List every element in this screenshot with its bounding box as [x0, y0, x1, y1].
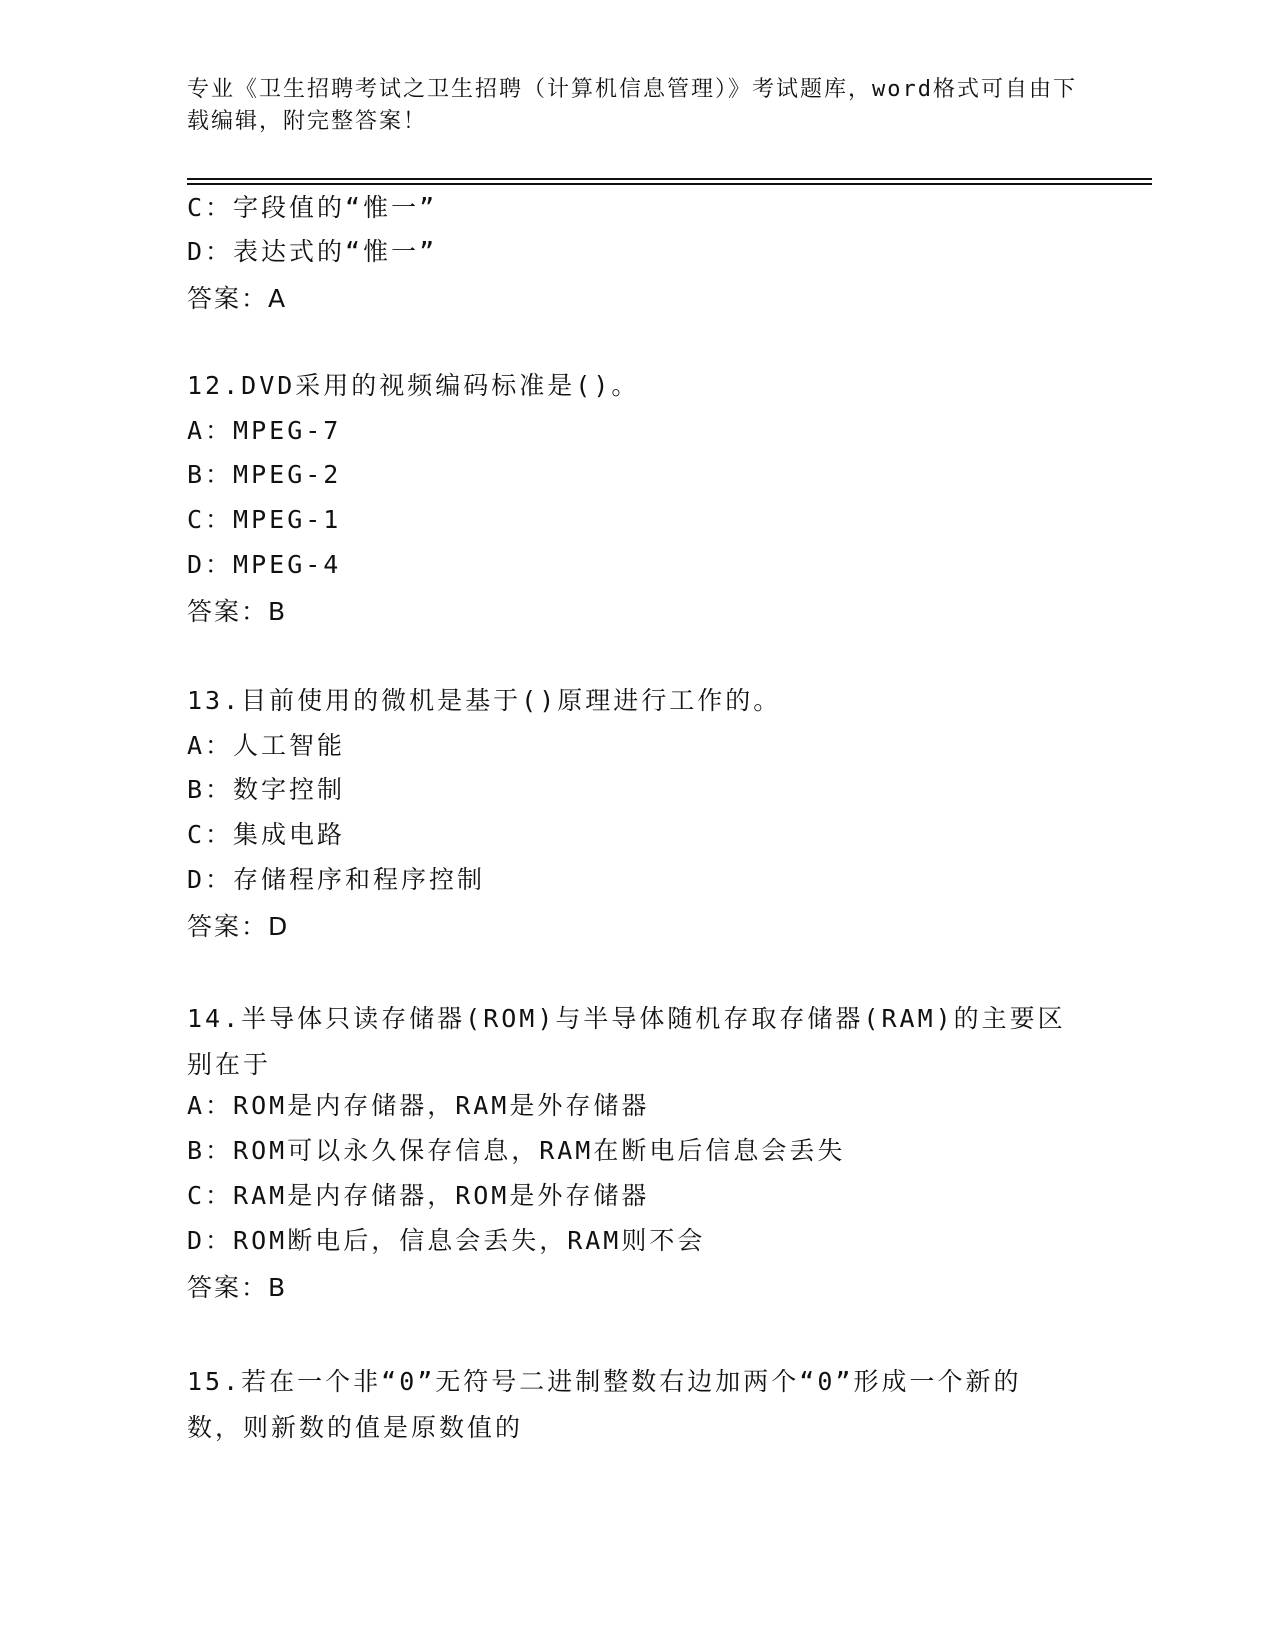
q15-question: 15.若在一个非“0”无符号二进制整数右边加两个“0”形成一个新的数，则新数的值是原数值的 — [187, 1367, 1022, 1442]
q11-option-c: C：字段值的“惟一” — [187, 193, 438, 222]
q12-question: 12.DVD采用的视频编码标准是()。 — [187, 371, 640, 400]
q14-option-b: B：ROM可以永久保存信息，RAM在断电后信息会丢失 — [187, 1136, 846, 1165]
q14-question: 14.半导体只读存储器(ROM)与半导体随机存取存储器(RAM)的主要区别在于 — [187, 1004, 1066, 1079]
q14-option-c: C：RAM是内存储器，ROM是外存储器 — [187, 1181, 650, 1210]
q13-option-c: C：集成电路 — [187, 820, 346, 849]
document-header: 专业《卫生招聘考试之卫生招聘（计算机信息管理）》考试题库，word格式可自由下载编辑，附完整答案！ — [187, 77, 1077, 134]
q11-answer: 答案：A — [187, 284, 288, 313]
q14-answer: 答案：B — [187, 1273, 288, 1302]
q14-option-a: A：ROM是内存储器，RAM是外存储器 — [187, 1091, 650, 1120]
q12-option-c: C：MPEG-1 — [187, 505, 342, 534]
q13-option-a: A：人工智能 — [187, 731, 346, 760]
q12-answer: 答案：B — [187, 597, 288, 626]
q14-option-d: D：ROM断电后，信息会丢失，RAM则不会 — [187, 1226, 706, 1255]
header-divider-top — [187, 178, 1152, 180]
q13-option-b: B：数字控制 — [187, 775, 346, 804]
header-divider-bottom — [187, 183, 1152, 185]
q13-option-d: D：存储程序和程序控制 — [187, 865, 486, 894]
q13-question: 13.目前使用的微机是基于()原理进行工作的。 — [187, 686, 782, 715]
q12-option-b: B：MPEG-2 — [187, 460, 342, 489]
q12-option-a: A：MPEG-7 — [187, 416, 342, 445]
q12-option-d: D：MPEG-4 — [187, 550, 342, 579]
q11-option-d: D：表达式的“惟一” — [187, 237, 438, 266]
q13-answer: 答案：D — [187, 912, 290, 941]
